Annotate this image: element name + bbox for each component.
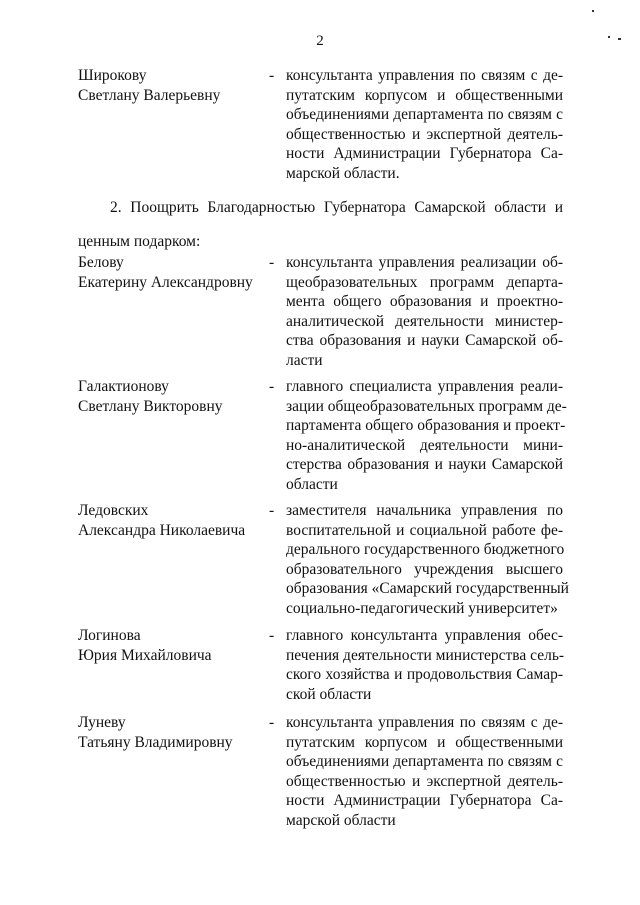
position-line: ской области bbox=[286, 685, 372, 703]
position-line: общественностью и экспертной деятель- bbox=[286, 125, 563, 143]
scan-artifact bbox=[618, 38, 621, 40]
name-line: Луневу bbox=[78, 714, 126, 731]
dash: - bbox=[269, 67, 275, 84]
position-line: области bbox=[286, 475, 338, 493]
name-line: Ледовских bbox=[78, 502, 149, 519]
position-line: образовательного учреждения высшего bbox=[286, 560, 563, 578]
page-number: 2 bbox=[316, 33, 324, 49]
position-line: объединениями департамента по связям с bbox=[286, 753, 563, 770]
position-line: социально-педагогический университет» bbox=[286, 599, 558, 617]
position-line: марской области bbox=[286, 811, 396, 829]
position-line: но-аналитической деятельности мини- bbox=[286, 436, 563, 454]
recipient-position bbox=[286, 501, 569, 618]
recipient-position bbox=[286, 253, 563, 370]
position-line: ства образования и науки Самарской об- bbox=[286, 332, 563, 349]
position-line: путатским корпусом и общественными bbox=[286, 733, 563, 751]
position-line: партамента общего образования и проект- bbox=[286, 417, 566, 434]
position-line: заместителя начальника управления по bbox=[286, 502, 563, 519]
position-line: воспитательной и социальной работе фе- bbox=[286, 521, 563, 539]
position-line: консультанта управления по связям с де- bbox=[286, 714, 563, 731]
position-line: щеобразовательных программ департа- bbox=[286, 273, 563, 291]
recipient-name bbox=[78, 501, 258, 540]
position-line: консультанта управления по связям с де- bbox=[286, 67, 563, 84]
position-line: объединениями департамента по связям с bbox=[286, 106, 563, 123]
position-line: аналитической деятельности министер- bbox=[286, 312, 563, 330]
position-line: марской области. bbox=[286, 164, 400, 182]
position-line: мента общего образования и проектно- bbox=[286, 293, 563, 310]
name-line: Логинова bbox=[78, 627, 141, 644]
position-line: ности Администрации Губернатора Са- bbox=[286, 792, 563, 809]
name-line: Юрия Михайловича bbox=[78, 646, 212, 664]
recipient-name bbox=[78, 66, 258, 105]
position-line: образования «Самарский государственный bbox=[286, 580, 569, 597]
recipient-name bbox=[78, 713, 258, 752]
recipient-name bbox=[78, 377, 258, 416]
recipient-position bbox=[286, 713, 563, 830]
dash: - bbox=[269, 254, 275, 271]
scan-artifact bbox=[592, 10, 594, 12]
position-line: ности Администрации Губернатора Са- bbox=[286, 145, 563, 162]
position-line: стерства образования и науки Самарской bbox=[286, 456, 563, 473]
dash: - bbox=[269, 378, 275, 395]
recipient-position bbox=[286, 626, 563, 704]
dash: - bbox=[269, 627, 275, 644]
dash: - bbox=[269, 502, 275, 519]
recipient-name bbox=[78, 253, 258, 292]
position-line: ласти bbox=[286, 351, 323, 369]
recipient-name bbox=[78, 626, 258, 665]
section-line: 2. Поощрить Благодарностью Губернатора Самарской области и bbox=[110, 199, 563, 216]
recipient-position bbox=[286, 377, 567, 494]
position-line: дерального государственного бюджетного bbox=[286, 541, 565, 558]
position-line: зации общеобразовательных программ де- bbox=[286, 397, 567, 415]
scan-artifact bbox=[608, 36, 610, 38]
name-line: Екатерину Александровну bbox=[78, 273, 253, 291]
section-heading bbox=[78, 198, 563, 251]
position-line: консультанта управления реализации об- bbox=[286, 254, 563, 271]
position-line: путатским корпусом и общественными bbox=[286, 86, 563, 104]
dash: - bbox=[269, 714, 275, 731]
name-line: Светлану Викторовну bbox=[78, 397, 223, 415]
section-line: ценным подарком: bbox=[78, 232, 201, 250]
name-line: Александра Николаевича bbox=[78, 521, 246, 539]
position-line: главного специалиста управления реали- bbox=[286, 378, 563, 395]
name-line: Белову bbox=[78, 254, 124, 271]
recipient-position bbox=[286, 66, 563, 183]
position-line: печения деятельности министерства сель- bbox=[286, 646, 565, 664]
name-line: Светлану Валерьевну bbox=[78, 86, 221, 104]
name-line: Галактионову bbox=[78, 378, 169, 395]
position-line: общественностью и экспертной деятель- bbox=[286, 772, 563, 790]
position-line: ского хозяйства и продовольствия Самар- bbox=[286, 666, 563, 683]
name-line: Татьяну Владимировну bbox=[78, 733, 233, 751]
position-line: главного консультанта управления обес- bbox=[286, 627, 563, 644]
name-line: Широкову bbox=[78, 67, 147, 84]
